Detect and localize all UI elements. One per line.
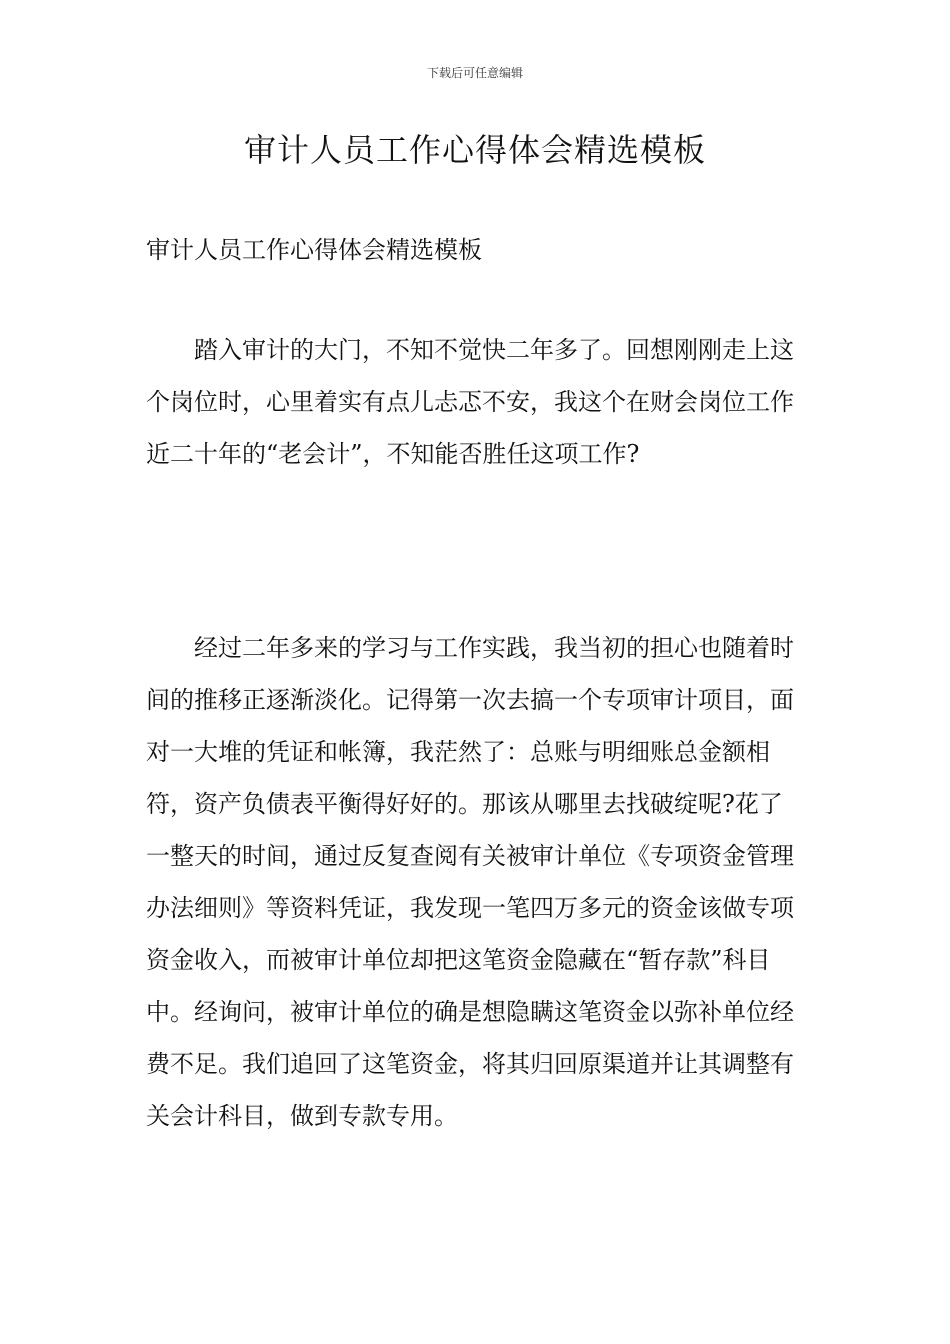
- document-subtitle: 审计人员工作心得体会精选模板: [146, 236, 482, 264]
- header-note: 下载后可任意编辑: [426, 66, 523, 80]
- paragraph-2: 经过二年多来的学习与工作实践，我当初的担心也随着时间的推移正逐渐淡化。记得第一次去搞一个专项审计项目，面对一大堆的凭证和帐簿，我茫然了：总账与明细账总金额相符，资产负债表平衡得好好的。那该从哪里去找破绽呢?花了一整天的时间，通过反复查阅有关被审计单位《专项资金管理办法细则》等资料凭证，我发现一笔四万多元的资金该做专项资金收入，而被审计单位却把这笔资金隐藏在“暂存款”科目中。经询问，被审计单位的确是想隐瞒这笔资金以弥补单位经费不足。我们追回了这笔资金，将其归回原渠道并让其调整有关会计科目，做到专款专用。: [146, 634, 794, 1130]
- paragraph-1: 踏入审计的大门，不知不觉快二年多了。回想刚刚走上这个岗位时，心里着实有点儿忐忑不安，我这个在财会岗位工作近二十年的“老会计”，不知能否胜任这项工作?: [146, 336, 794, 468]
- document-title: 审计人员工作心得体会精选模板: [243, 131, 706, 169]
